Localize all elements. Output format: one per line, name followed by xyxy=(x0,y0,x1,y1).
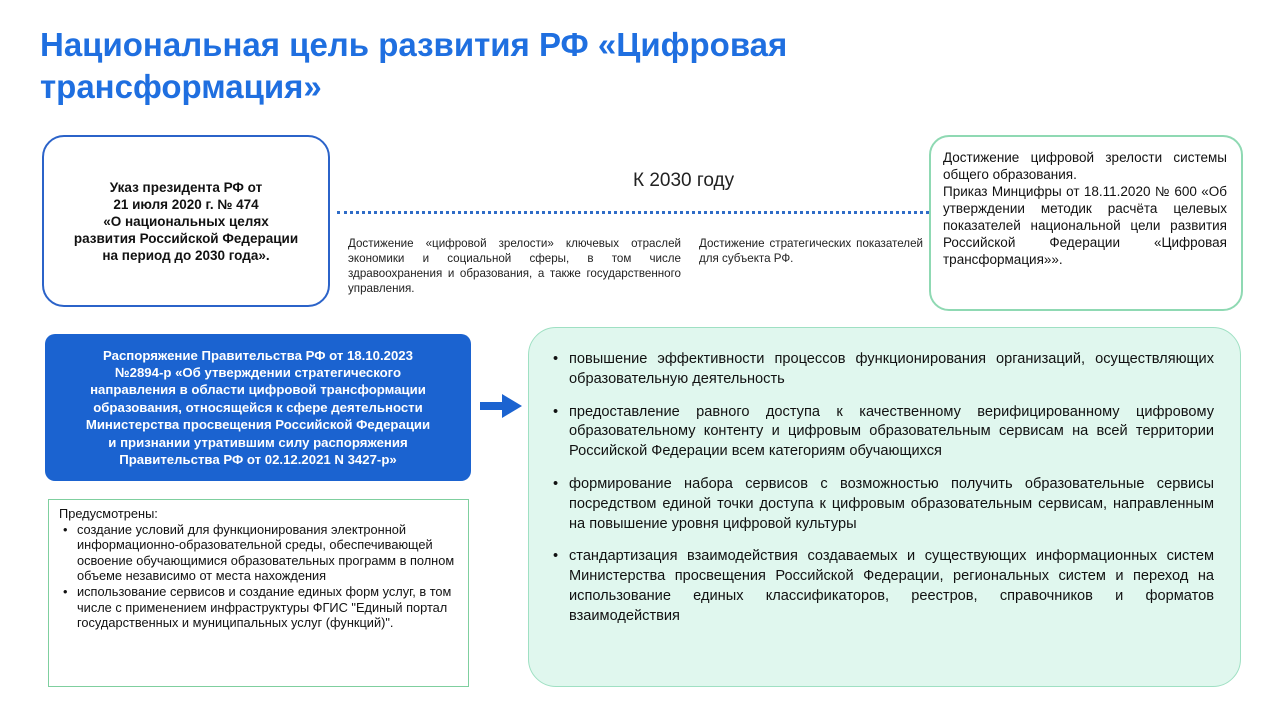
arrow-right-icon xyxy=(480,393,522,419)
provided-list xyxy=(59,522,458,631)
provided-heading: Предусмотрены: xyxy=(59,506,158,521)
measures-list xyxy=(551,350,1214,627)
goal-line-2: Приказ Минцифры от 18.11.2020 № 600 «Об утверждении методик расчёта целевых показателей национальной цели развития Российской Федерации «Цифровая трансформация»». xyxy=(943,184,1227,267)
timeline-caption-left: Достижение «цифровой зрелости» ключевых отраслей экономики и социальной сферы, в том числе здравоохранения и образования, а также государственного управления. xyxy=(348,237,681,295)
list-item: • формирование набора сервисов с возможностью получить образовательные сервисы посредством единой точки доступа к цифровым образовательным сервисам, направленным на повышение уровня цифровой культуры xyxy=(569,475,1214,534)
list-item: • создание условий для функционирования электронной информационно-образовательной среды, обеспечивающей освоение обучающимися образовательных программ в полном объеме независимо от места нахождения xyxy=(77,522,458,584)
measures-box xyxy=(528,327,1241,687)
goal-box xyxy=(929,135,1243,311)
list-item: • предоставление равного доступа к качественному верифицированному цифровому образовательному контенту и цифровым образовательным сервисам на всей территории Российской Федерации всем категориям обучающихся xyxy=(569,403,1214,462)
page-title: Национальная цель развития РФ «Цифровая трансформация» xyxy=(40,26,788,105)
timeline-year-label: К 2030 году xyxy=(633,170,735,191)
decree-text: Указ президента РФ от 21 июля 2020 г. № 474 «О национальных целях развития Российской Федерации на период до 2030 года». xyxy=(73,179,299,263)
government-order-box xyxy=(45,334,471,481)
timeline-caption-right: Достижение стратегических показателей для субъекта РФ. xyxy=(699,237,923,265)
decree-box xyxy=(42,135,330,307)
provided-box xyxy=(48,499,469,687)
list-item: • повышение эффективности процессов функционирования организаций, осуществляющих образовательную деятельность xyxy=(569,350,1214,390)
list-item: • использование сервисов и создание единых форм услуг, в том числе с применением инфраструктуры ФГИС "Единый портал государственных и муниципальных услуг (функций)". xyxy=(77,584,458,631)
government-order-text: Распоряжение Правительства РФ от 18.10.2023 №2894-р «Об утверждении стратегического направления в области цифровой трансформации образования, относящейся к сфере деятельности Министерства просвещения Российской Федерации и признании утратившим силу распоряжения Правительства РФ от 02.12.2021 N 3427-р» xyxy=(85,347,431,468)
timeline-dotted-line xyxy=(337,211,929,214)
goal-line-1: Достижение цифровой зрелости системы общего образования. xyxy=(943,150,1227,182)
list-item: • стандартизация взаимодействия создаваемых и существующих информационных систем Министерства просвещения Российской Федерации, региональных систем и переход на использование единых классификаторов, реестров, справочников и форматов взаимодействия xyxy=(569,547,1214,626)
